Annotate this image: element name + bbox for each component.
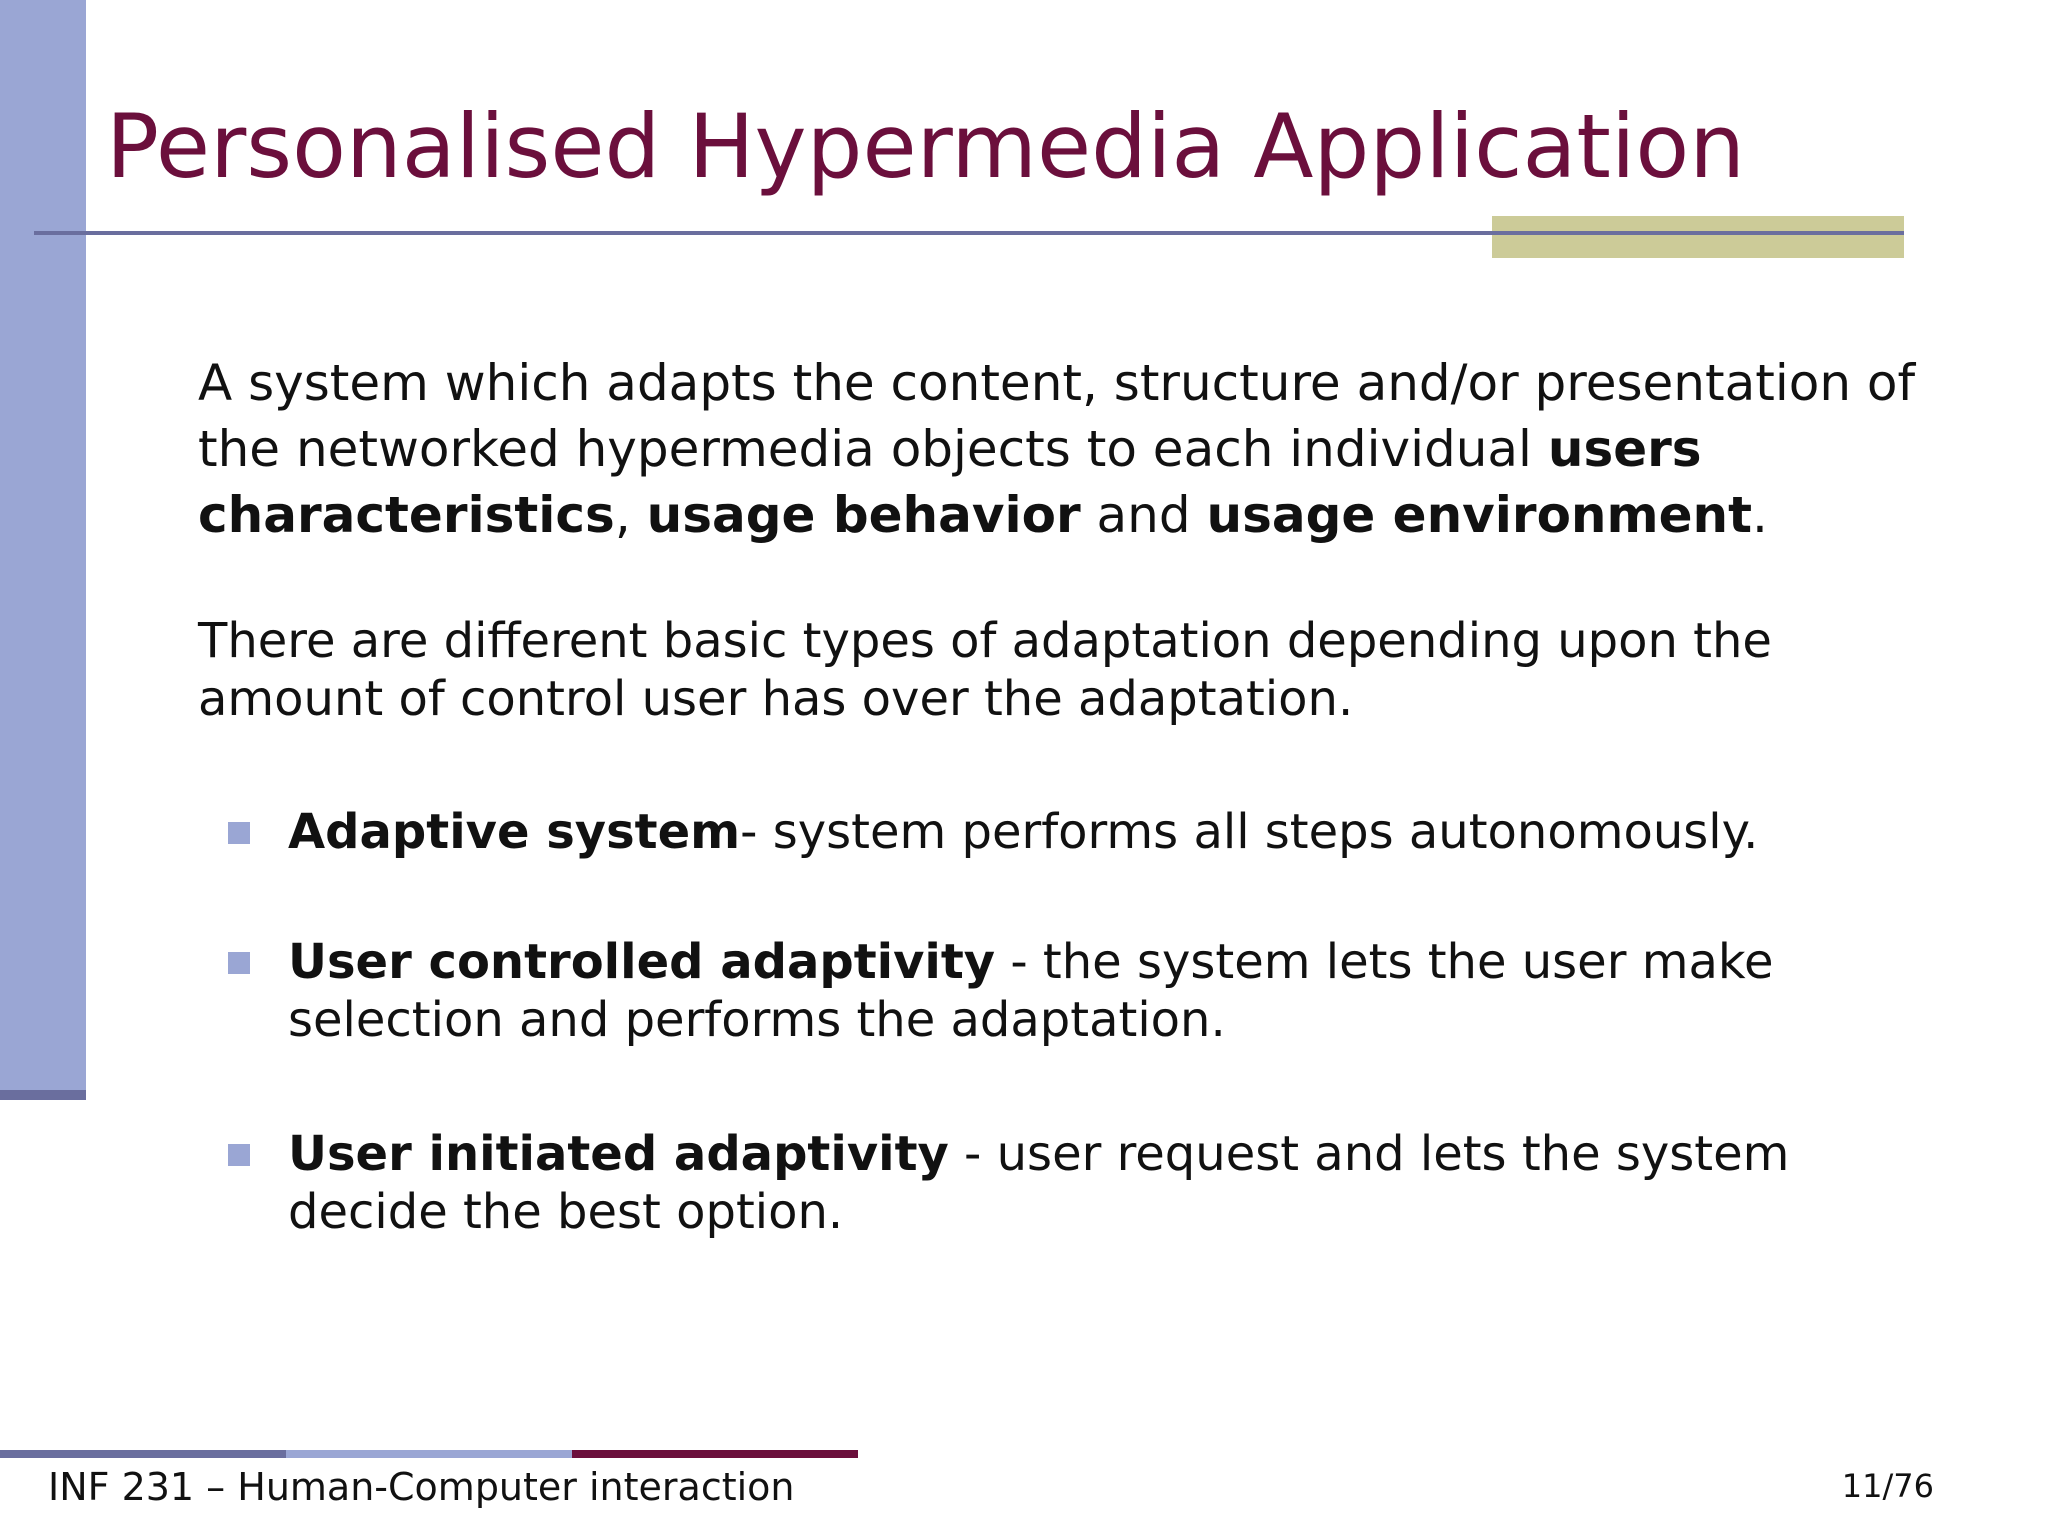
list-item-description: - the system lets the user make selection and performs the adaptation. xyxy=(288,934,1774,1048)
list-item-term: Adaptive system xyxy=(288,804,741,860)
left-bar-end-cap xyxy=(0,1090,86,1100)
adaptation-types-paragraph: There are different basic types of adaptation depending upon the amount of control user has over the adaptation. xyxy=(198,613,1772,727)
definition-text-c: and xyxy=(1080,486,1207,544)
list-item-term: User controlled adaptivity xyxy=(288,934,996,990)
definition-bold-users-characteristics: users characteristics xyxy=(198,420,1702,544)
footer-bar-segment xyxy=(572,1450,858,1458)
list-item-adaptive-system xyxy=(228,803,1948,861)
list-item-user-controlled-adaptivity xyxy=(228,933,1948,1049)
definition-bold-usage-environment: usage environment xyxy=(1206,486,1753,544)
left-decorative-bar xyxy=(0,0,86,1098)
list-item-description: - user request and lets the system decide the best option. xyxy=(288,1126,1790,1240)
square-bullet-icon xyxy=(228,1144,250,1166)
list-item-term: User initiated adaptivity xyxy=(288,1126,949,1182)
page-number: 11/76 xyxy=(1841,1467,1934,1505)
title-divider-rule xyxy=(34,231,1904,235)
footer-course-name: INF 231 – Human-Computer interaction xyxy=(48,1465,795,1509)
footer-bar-segment xyxy=(286,1450,572,1458)
definition-text-a: A system which adapts the content, structure and/or presentation of the networked hypermedia objects to each individual xyxy=(198,354,1916,478)
slide-body xyxy=(198,350,1938,728)
title-accent-block xyxy=(1492,216,1904,258)
definition-text-d: . xyxy=(1752,486,1768,544)
definition-text-b: , xyxy=(614,486,647,544)
slide-title: Personalised Hypermedia Application xyxy=(106,95,1745,198)
definition-bold-usage-behavior: usage behavior xyxy=(646,486,1081,544)
definition-paragraph xyxy=(198,350,1938,548)
square-bullet-icon xyxy=(228,952,250,974)
footer-bar-segment xyxy=(0,1450,286,1458)
list-item-description: - system performs all steps autonomously. xyxy=(740,804,1759,860)
square-bullet-icon xyxy=(228,822,250,844)
list-item-user-initiated-adaptivity xyxy=(228,1125,1948,1241)
